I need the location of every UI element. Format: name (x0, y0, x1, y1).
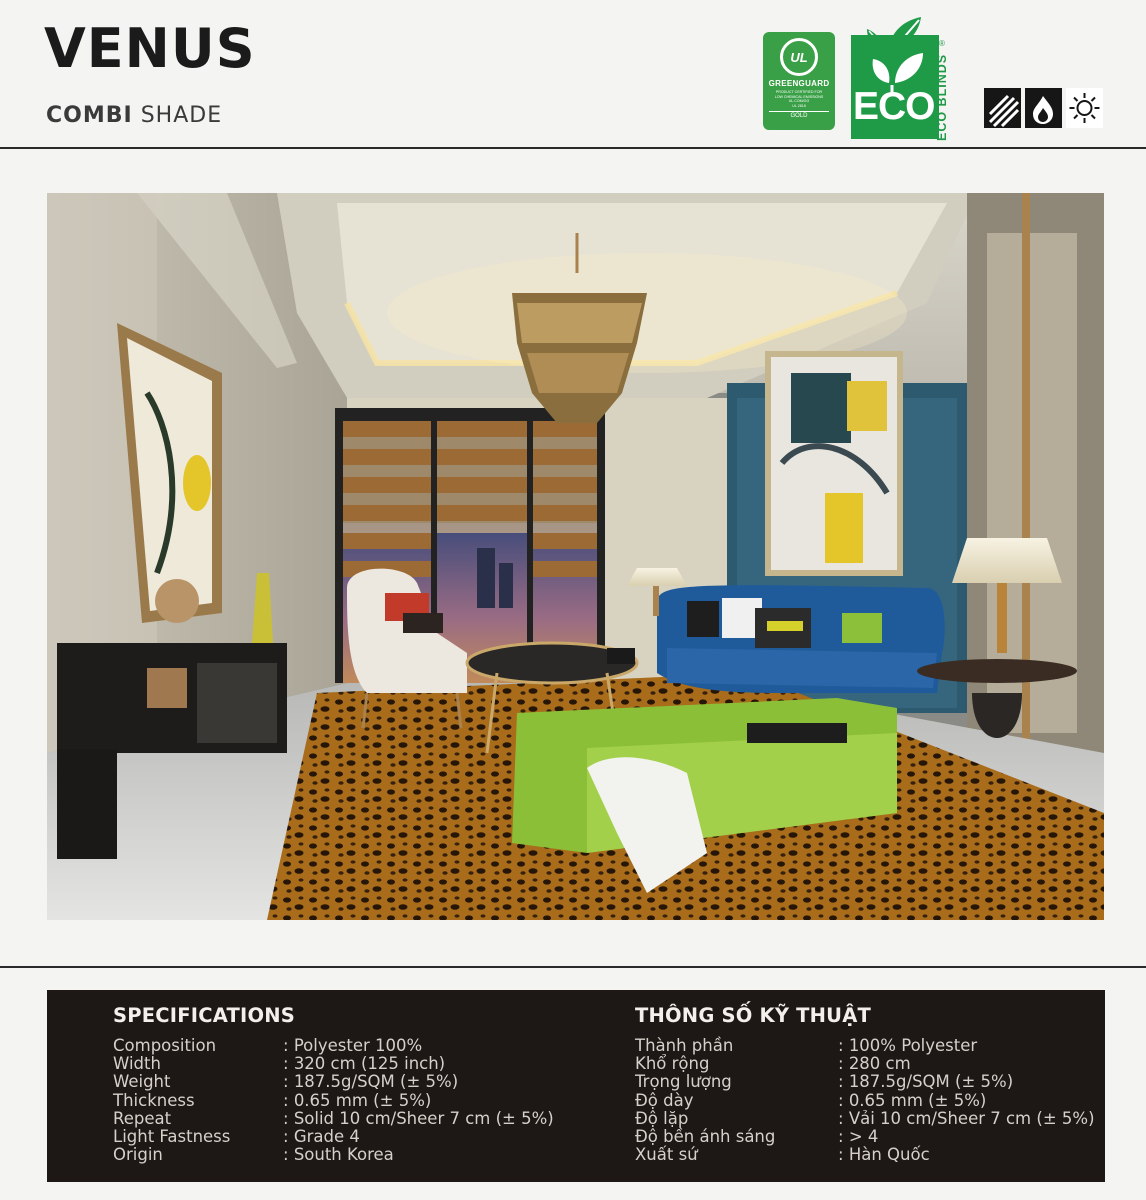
room-photo (47, 193, 1104, 920)
eco-blinds-badge (849, 13, 957, 141)
greenguard-fineprint: PRODUCT CERTIFIED FOR LOW CHEMICAL EMISSIONS UL.COM/GG UL 2818 (774, 90, 824, 108)
spec-value: : 0.65 mm (± 5%) (283, 1092, 431, 1110)
specifications-panel (47, 990, 1105, 1182)
spec-label: Độ lặp (635, 1108, 689, 1128)
greenguard-name: GREENGUARD (768, 79, 830, 88)
spec-value: : 280 cm (838, 1055, 911, 1073)
spec-label: Weight (113, 1072, 171, 1092)
spec-row (113, 1092, 554, 1110)
spec-value: : 100% Polyester (838, 1037, 977, 1055)
spec-label: Khổ rộng (635, 1054, 710, 1074)
subtitle-rest: SHADE (140, 103, 223, 128)
specifications-heading-vi: THÔNG SỐ KỸ THUẬT (635, 1004, 871, 1027)
spec-value: : Vải 10 cm/Sheer 7 cm (± 5%) (838, 1110, 1095, 1128)
spec-row (635, 1073, 1095, 1091)
header-divider (0, 147, 1146, 149)
spec-label: Xuất sứ (635, 1145, 698, 1165)
registered-mark: ® (939, 39, 945, 48)
product-title: VENUS (44, 17, 256, 80)
spec-value: : South Korea (283, 1146, 394, 1164)
photo-divider (0, 966, 1146, 968)
subtitle-bold: COMBI (46, 103, 133, 128)
eco-blinds-label: ECO BLINDS (935, 53, 949, 141)
spec-value: : 0.65 mm (± 5%) (838, 1092, 986, 1110)
spec-row (635, 1037, 1095, 1055)
spec-label: Width (113, 1054, 161, 1074)
greenguard-level: GOLD (769, 111, 829, 119)
spec-value: : Solid 10 cm/Sheer 7 cm (± 5%) (283, 1110, 554, 1128)
eco-text: ECO (853, 85, 935, 128)
spec-label: Light Fastness (113, 1127, 231, 1147)
spec-value: : Hàn Quốc (838, 1146, 930, 1164)
specifications-vi (635, 1004, 1095, 1164)
flame-retardant-icon (1025, 88, 1062, 128)
greenguard-badge (763, 32, 835, 130)
spec-row (113, 1037, 554, 1055)
spec-row (635, 1055, 1095, 1073)
spec-row (113, 1055, 554, 1073)
spec-value: : > 4 (838, 1128, 878, 1146)
spec-label: Độ bền ánh sáng (635, 1127, 776, 1147)
product-subtitle (46, 103, 222, 128)
spec-label: Origin (113, 1145, 163, 1165)
spec-value: : Polyester 100% (283, 1037, 422, 1055)
spec-label: Composition (113, 1036, 217, 1055)
spec-label: Trọng lượng (635, 1072, 732, 1092)
spec-label: Repeat (113, 1108, 172, 1128)
spec-row (635, 1146, 1095, 1164)
feature-icons (984, 88, 1103, 128)
spec-row (113, 1128, 554, 1146)
spec-row (113, 1110, 554, 1128)
sun-icon (1066, 88, 1103, 128)
spec-row (113, 1073, 554, 1091)
spec-value: : 187.5g/SQM (± 5%) (283, 1073, 458, 1091)
spec-row (113, 1146, 554, 1164)
spec-value: : 320 cm (125 inch) (283, 1055, 445, 1073)
specifications-heading: SPECIFICATIONS (113, 1004, 295, 1027)
spec-row (635, 1092, 1095, 1110)
spec-value: : Grade 4 (283, 1128, 360, 1146)
spec-row (635, 1128, 1095, 1146)
spec-label: Độ dày (635, 1090, 694, 1110)
spec-label: Thickness (113, 1090, 195, 1110)
specifications-en (113, 1004, 554, 1164)
blackout-lines-icon (984, 88, 1021, 128)
ul-mark-icon: UL (780, 38, 818, 76)
spec-row (635, 1110, 1095, 1128)
spec-value: : 187.5g/SQM (± 5%) (838, 1073, 1013, 1091)
spec-label: Thành phần (635, 1036, 734, 1055)
